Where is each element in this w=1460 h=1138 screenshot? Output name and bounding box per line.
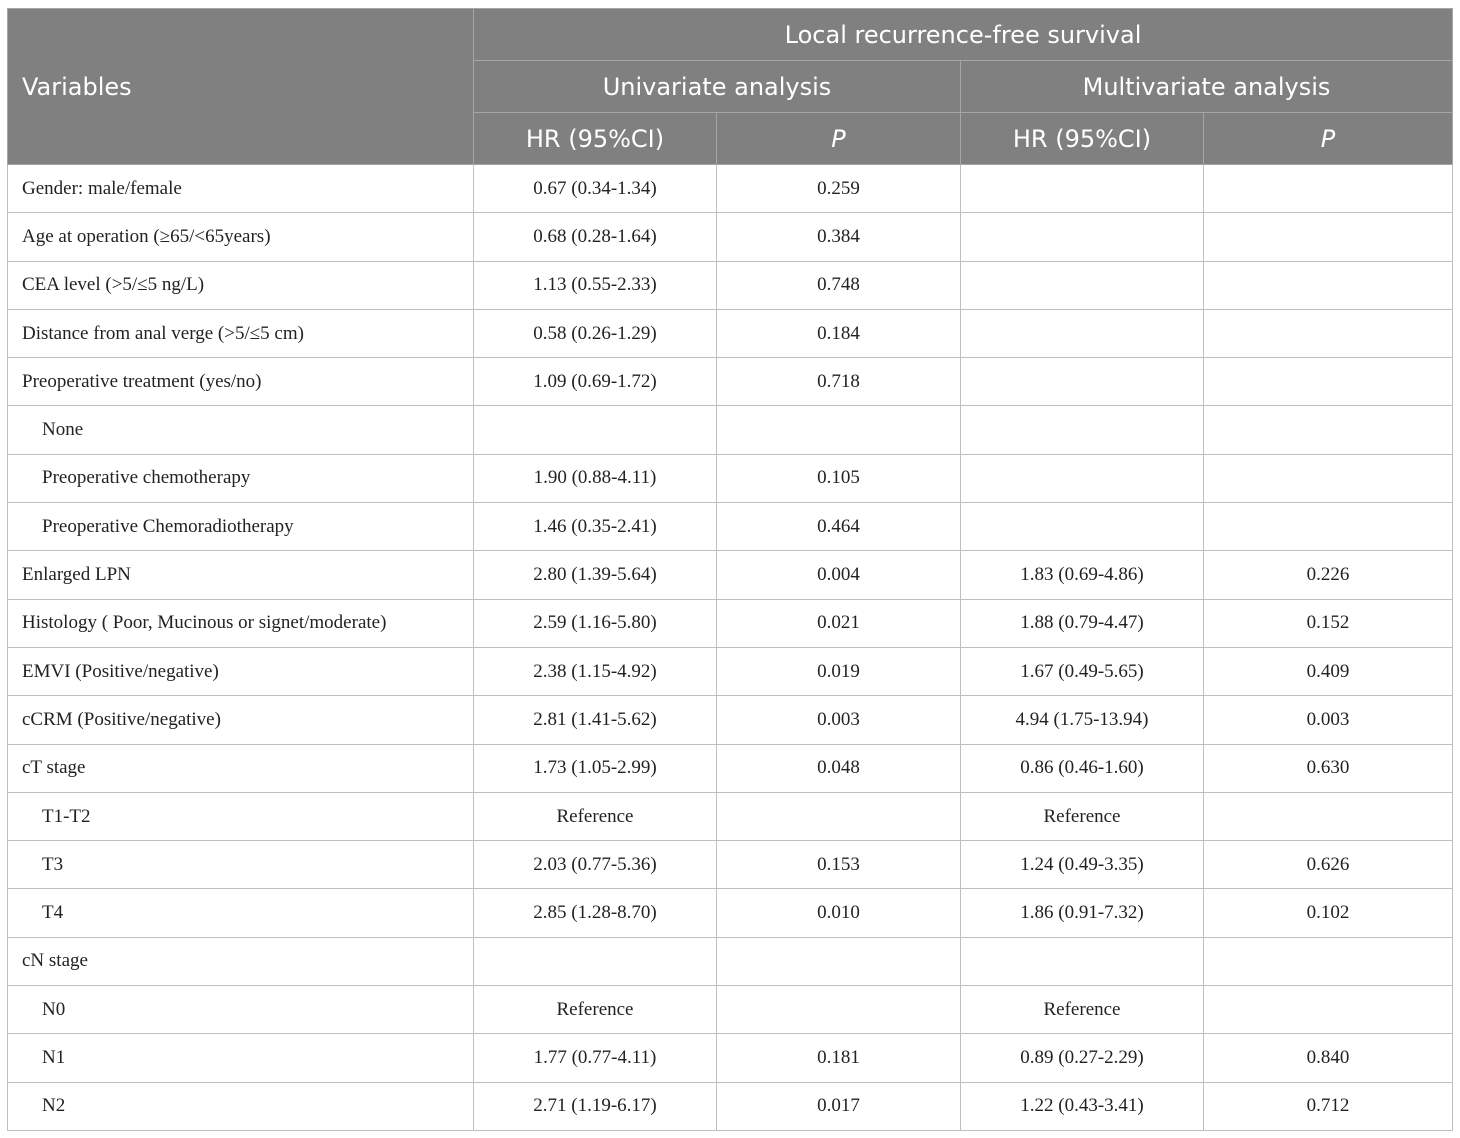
- cell-variable: Preoperative chemotherapy: [8, 454, 474, 502]
- cell-variable: EMVI (Positive/negative): [8, 647, 474, 695]
- cell-variable: Age at operation (≥65/<65years): [8, 213, 474, 261]
- cell-multivariate-p: 0.226: [1204, 551, 1453, 599]
- cell-univariate-p: 0.384: [717, 213, 961, 261]
- cell-multivariate-hr: [961, 406, 1204, 454]
- cell-variable: T1-T2: [8, 792, 474, 840]
- cell-univariate-p: 0.184: [717, 309, 961, 357]
- cell-univariate-p: 0.003: [717, 696, 961, 744]
- table-row: [8, 358, 1453, 406]
- table-container: [7, 8, 1452, 1131]
- table-row: [8, 454, 1453, 502]
- cell-multivariate-p: 0.626: [1204, 841, 1453, 889]
- cell-univariate-p: 0.048: [717, 744, 961, 792]
- cell-univariate-hr: 1.46 (0.35-2.41): [474, 503, 717, 551]
- cell-multivariate-p: [1204, 792, 1453, 840]
- cell-variable: Preoperative treatment (yes/no): [8, 358, 474, 406]
- cell-variable: cCRM (Positive/negative): [8, 696, 474, 744]
- cell-multivariate-p: [1204, 406, 1453, 454]
- cell-multivariate-hr: [961, 358, 1204, 406]
- cell-univariate-hr: Reference: [474, 792, 717, 840]
- cell-variable: None: [8, 406, 474, 454]
- cell-multivariate-p: 0.409: [1204, 647, 1453, 695]
- cell-univariate-p: 0.153: [717, 841, 961, 889]
- header-variables: Variables: [8, 9, 474, 165]
- cell-multivariate-hr: 1.24 (0.49-3.35): [961, 841, 1204, 889]
- cell-multivariate-p: 0.003: [1204, 696, 1453, 744]
- cell-multivariate-hr: [961, 165, 1204, 213]
- cell-univariate-hr: 2.71 (1.19-6.17): [474, 1082, 717, 1130]
- table-row: [8, 986, 1453, 1034]
- header-multivariate-hr: HR (95%CI): [961, 113, 1204, 165]
- cell-multivariate-hr: Reference: [961, 792, 1204, 840]
- cell-univariate-hr: 2.03 (0.77-5.36): [474, 841, 717, 889]
- cell-variable: Enlarged LPN: [8, 551, 474, 599]
- table-row: [8, 213, 1453, 261]
- cell-multivariate-p: [1204, 358, 1453, 406]
- cell-univariate-p: 0.748: [717, 261, 961, 309]
- table-row: [8, 503, 1453, 551]
- cell-univariate-hr: 2.38 (1.15-4.92): [474, 647, 717, 695]
- cell-univariate-hr: 2.85 (1.28-8.70): [474, 889, 717, 937]
- cell-variable: T4: [8, 889, 474, 937]
- cell-univariate-hr: 2.81 (1.41-5.62): [474, 696, 717, 744]
- cell-multivariate-p: [1204, 503, 1453, 551]
- cell-multivariate-hr: 0.89 (0.27-2.29): [961, 1034, 1204, 1082]
- cell-univariate-p: 0.021: [717, 599, 961, 647]
- table-row: [8, 406, 1453, 454]
- table-row: [8, 599, 1453, 647]
- cell-univariate-p: [717, 792, 961, 840]
- header-univariate: Univariate analysis: [474, 61, 961, 113]
- cell-multivariate-hr: [961, 454, 1204, 502]
- cell-multivariate-p: [1204, 165, 1453, 213]
- cell-univariate-p: 0.004: [717, 551, 961, 599]
- cell-univariate-p: 0.010: [717, 889, 961, 937]
- cell-univariate-p: [717, 406, 961, 454]
- cell-univariate-p: 0.259: [717, 165, 961, 213]
- cell-univariate-hr: Reference: [474, 986, 717, 1034]
- cell-multivariate-hr: 1.88 (0.79-4.47): [961, 599, 1204, 647]
- cell-univariate-hr: 0.67 (0.34-1.34): [474, 165, 717, 213]
- cell-univariate-p: 0.464: [717, 503, 961, 551]
- table-row: [8, 889, 1453, 937]
- cell-variable: Gender: male/female: [8, 165, 474, 213]
- cell-multivariate-p: 0.712: [1204, 1082, 1453, 1130]
- table-row: [8, 792, 1453, 840]
- cell-univariate-p: 0.019: [717, 647, 961, 695]
- survival-table: [7, 8, 1453, 1131]
- cell-univariate-hr: 1.73 (1.05-2.99): [474, 744, 717, 792]
- cell-multivariate-p: 0.152: [1204, 599, 1453, 647]
- table-row: [8, 551, 1453, 599]
- cell-variable: N0: [8, 986, 474, 1034]
- table-row: [8, 744, 1453, 792]
- cell-multivariate-p: [1204, 986, 1453, 1034]
- cell-multivariate-hr: 1.22 (0.43-3.41): [961, 1082, 1204, 1130]
- cell-multivariate-p: 0.840: [1204, 1034, 1453, 1082]
- cell-multivariate-hr: [961, 309, 1204, 357]
- cell-univariate-hr: 2.59 (1.16-5.80): [474, 599, 717, 647]
- cell-univariate-p: [717, 937, 961, 985]
- cell-multivariate-p: 0.630: [1204, 744, 1453, 792]
- cell-variable: N2: [8, 1082, 474, 1130]
- cell-multivariate-p: [1204, 309, 1453, 357]
- cell-variable: Preoperative Chemoradiotherapy: [8, 503, 474, 551]
- header-univariate-p: P: [717, 113, 961, 165]
- cell-univariate-hr: 0.68 (0.28-1.64): [474, 213, 717, 261]
- cell-univariate-hr: 2.80 (1.39-5.64): [474, 551, 717, 599]
- table-row: [8, 165, 1453, 213]
- cell-multivariate-p: [1204, 261, 1453, 309]
- cell-univariate-p: [717, 986, 961, 1034]
- table-row: [8, 1034, 1453, 1082]
- cell-univariate-p: 0.181: [717, 1034, 961, 1082]
- cell-multivariate-hr: [961, 503, 1204, 551]
- cell-multivariate-hr: [961, 937, 1204, 985]
- table-row: [8, 841, 1453, 889]
- cell-multivariate-hr: 0.86 (0.46-1.60): [961, 744, 1204, 792]
- table-row: [8, 1082, 1453, 1130]
- cell-univariate-hr: 1.77 (0.77-4.11): [474, 1034, 717, 1082]
- cell-multivariate-p: [1204, 937, 1453, 985]
- cell-variable: N1: [8, 1034, 474, 1082]
- cell-univariate-p: 0.017: [717, 1082, 961, 1130]
- table-row: [8, 309, 1453, 357]
- header-multivariate: Multivariate analysis: [961, 61, 1453, 113]
- cell-multivariate-hr: [961, 261, 1204, 309]
- table-row: [8, 261, 1453, 309]
- cell-multivariate-hr: Reference: [961, 986, 1204, 1034]
- cell-variable: CEA level (>5/≤5 ng/L): [8, 261, 474, 309]
- header-multivariate-p: P: [1204, 113, 1453, 165]
- cell-multivariate-hr: 4.94 (1.75-13.94): [961, 696, 1204, 744]
- cell-variable: T3: [8, 841, 474, 889]
- header-group: Local recurrence-free survival: [474, 9, 1453, 61]
- cell-variable: cT stage: [8, 744, 474, 792]
- table-body: [8, 165, 1453, 1131]
- cell-multivariate-hr: 1.86 (0.91-7.32): [961, 889, 1204, 937]
- table-row: [8, 696, 1453, 744]
- cell-univariate-p: 0.718: [717, 358, 961, 406]
- cell-multivariate-p: 0.102: [1204, 889, 1453, 937]
- cell-univariate-hr: [474, 937, 717, 985]
- cell-multivariate-hr: 1.67 (0.49-5.65): [961, 647, 1204, 695]
- cell-univariate-hr: 1.13 (0.55-2.33): [474, 261, 717, 309]
- cell-variable: cN stage: [8, 937, 474, 985]
- cell-multivariate-hr: [961, 213, 1204, 261]
- cell-variable: Histology ( Poor, Mucinous or signet/moderate): [8, 599, 474, 647]
- cell-univariate-hr: 0.58 (0.26-1.29): [474, 309, 717, 357]
- cell-multivariate-hr: 1.83 (0.69-4.86): [961, 551, 1204, 599]
- cell-variable: Distance from anal verge (>5/≤5 cm): [8, 309, 474, 357]
- cell-univariate-p: 0.105: [717, 454, 961, 502]
- cell-univariate-hr: [474, 406, 717, 454]
- table-row: [8, 937, 1453, 985]
- cell-univariate-hr: 1.90 (0.88-4.11): [474, 454, 717, 502]
- cell-multivariate-p: [1204, 454, 1453, 502]
- table-header: [8, 9, 1453, 165]
- header-univariate-hr: HR (95%CI): [474, 113, 717, 165]
- cell-multivariate-p: [1204, 213, 1453, 261]
- table-row: [8, 647, 1453, 695]
- cell-univariate-hr: 1.09 (0.69-1.72): [474, 358, 717, 406]
